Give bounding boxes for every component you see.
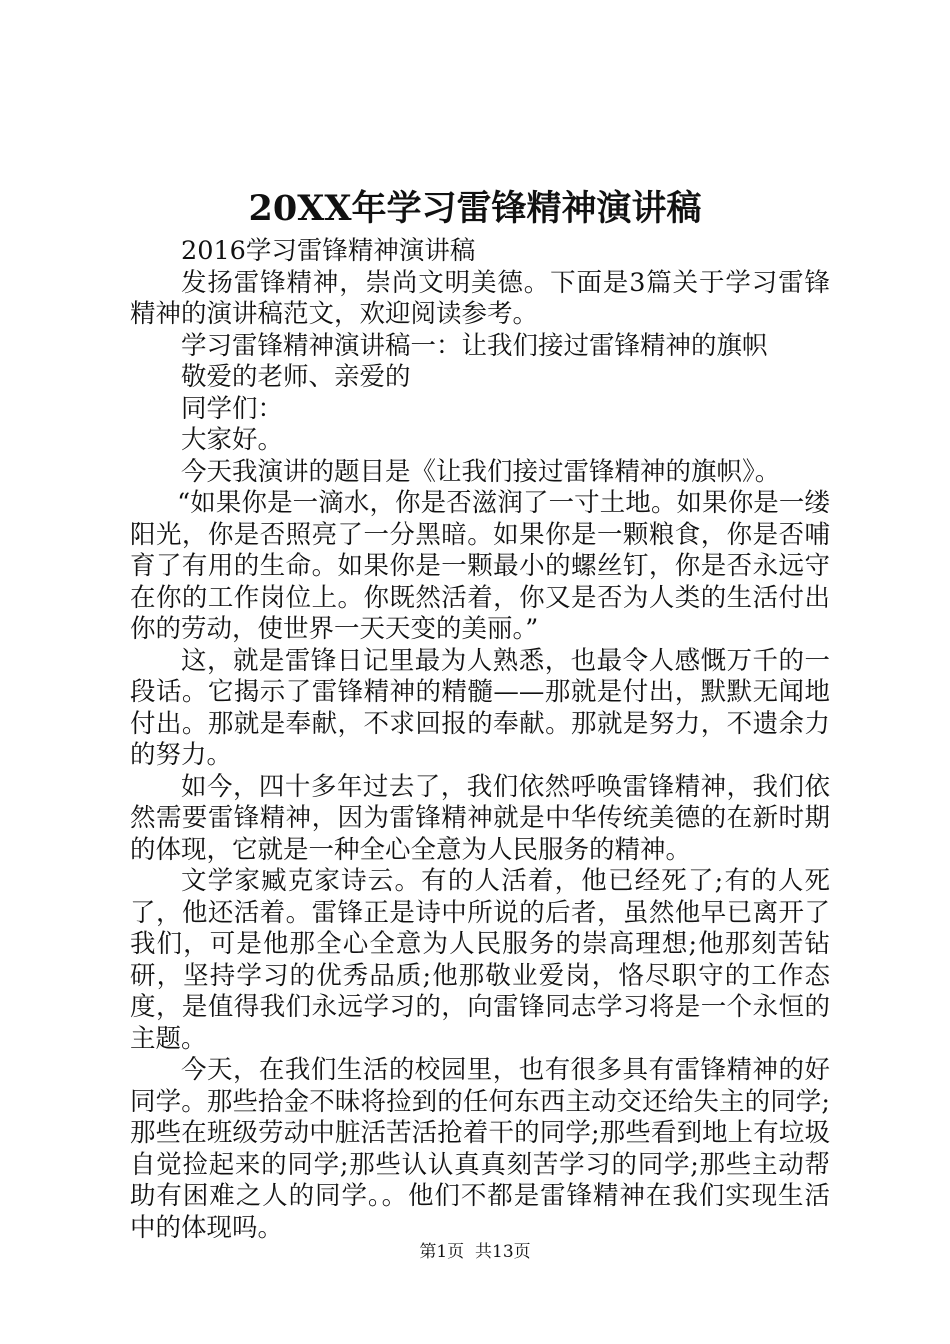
paragraph-intro: 发扬雷锋精神，崇尚文明美德。下面是3篇关于学习雷锋精神的演讲稿范文，欢迎阅读参考。 [130, 267, 830, 329]
page-number: 第1页 [419, 1242, 465, 1262]
paragraph-today: 如今，四十多年过去了，我们依然呼唤雷锋精神，我们依然需要雷锋精神，因为雷锋精神就是中华传统美德的在新时期的体现，它就是一种全心全意为人民服务的精神。 [130, 771, 830, 865]
document-title: 20XX年学习雷锋精神演讲稿 [248, 188, 702, 229]
paragraph-diary-quote: “如果你是一滴水，你是否滋润了一寸土地。如果你是一缕阳光，你是否照亮了一分黑暗。如果你是一颗粮食，你是否哺育了有用的生命。如果你是一颗最小的螺丝钉，你是否永远守在你的工作岗位上。你既然活着，你又是否为人类的生活付出你的劳动，使世界一天天变的美丽。” [130, 488, 830, 644]
paragraph-campus: 今天，在我们生活的校园里，也有很多具有雷锋精神的好同学。那些拾金不昧将捡到的任何东西主动交还给失主的同学;那些在班级劳动中脏活苦活抢着干的同学;那些看到地上有垃圾自觉捡起来的同学;那些认认真真刻苦学习的同学;那些主动帮助有困难之人的同学。。他们不都是雷锋精神在我们实现生活中的体现吗。 [130, 1055, 830, 1243]
page-footer [0, 1240, 950, 1264]
paragraph-speech-heading: 学习雷锋精神演讲稿一：让我们接过雷锋精神的旗帜 [181, 330, 768, 361]
paragraph-poem: 文学家臧克家诗云。有的人活着，他已经死了;有的人死了，他还活着。雷锋正是诗中所说的后者，虽然他早已离开了我们，可是他那全心全意为人民服务的崇高理想;他那刻苦钻研，坚持学习的优秀品质;他那敬业爱岗，恪尽职守的工作态度，是值得我们永远学习的，向雷锋同志学习将是一个永恒的主题。 [130, 866, 830, 1054]
paragraph-greeting: 大家好。 [181, 425, 284, 455]
paragraph-salutation-cont: 同学们： [181, 393, 284, 424]
page-total: 共13页 [475, 1242, 531, 1262]
paragraph-salutation: 敬爱的老师、亲爱的 [181, 362, 411, 392]
paragraph-essence: 这，就是雷锋日记里最为人熟悉，也最令人感慨万千的一段话。它揭示了雷锋精神的精髓——那就是付出，默默无闻地付出。那就是奉献，不求回报的奉献。那就是努力，不遗余力的努力。 [130, 645, 830, 770]
paragraph-topic: 今天我演讲的题目是《让我们接过雷锋精神的旗帜》。 [181, 456, 781, 487]
paragraph-subtitle: 2016学习雷锋精神演讲稿 [181, 236, 476, 266]
document-body [130, 236, 830, 1244]
